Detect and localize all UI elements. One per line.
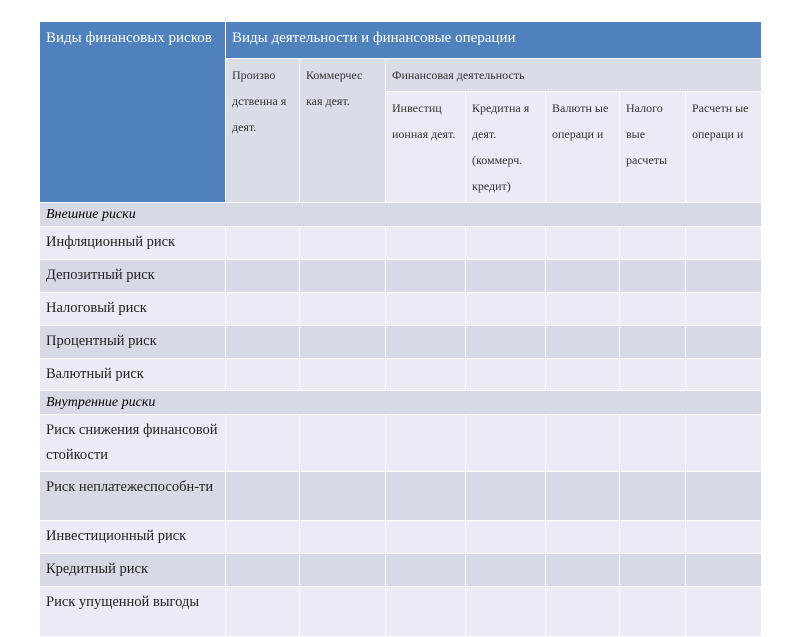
cell [546,293,620,326]
activities-header: Виды деятельности и финансовые операции [226,22,762,59]
group-internal: Внутренние риски [40,391,762,415]
cell [466,260,546,293]
row-label: Инвестиционный риск [40,521,226,554]
cell [386,587,466,637]
cell [386,521,466,554]
cell [686,227,762,260]
cell [620,554,686,587]
cell [226,227,300,260]
cell [466,326,546,359]
cell [686,293,762,326]
cell [300,260,386,293]
cell [226,359,300,391]
table-row [40,521,762,554]
table-row [40,415,762,472]
cell [546,415,620,472]
table-row [40,472,762,521]
cell [300,554,386,587]
group-row-internal [40,391,762,415]
row-label: Процентный риск [40,326,226,359]
cell [466,359,546,391]
cell [620,472,686,521]
cell [386,359,466,391]
cell [386,326,466,359]
cell [546,260,620,293]
cell [686,326,762,359]
cell [620,587,686,637]
commercial-header: Коммерчес кая деят. [300,59,386,203]
investment-header: Инвестиц ионная деят. [386,92,466,203]
row-label: Риск снижения финансовой стойкости [40,415,226,472]
cell [226,293,300,326]
row-label: Налоговый риск [40,293,226,326]
cell [686,554,762,587]
cell [620,326,686,359]
tax-header: Налого вые расчеты [620,92,686,203]
row-label: Кредитный риск [40,554,226,587]
cell [620,260,686,293]
cell [226,554,300,587]
cell [686,587,762,637]
cell [300,587,386,637]
cell [620,359,686,391]
cell [466,554,546,587]
cell [466,293,546,326]
cell [300,293,386,326]
cell [620,293,686,326]
header-row-1 [40,22,762,59]
cell [686,415,762,472]
risk-types-header: Виды финансовых рисков [40,22,226,203]
cell [386,472,466,521]
table-row [40,554,762,587]
table-row [40,326,762,359]
cell [300,359,386,391]
cell [300,227,386,260]
credit-header: Кредитна я деят. (коммерч. кредит) [466,92,546,203]
risk-matrix-table [39,21,762,637]
cell [686,472,762,521]
table-row [40,587,762,637]
row-label: Риск неплатежеспособн-ти [40,472,226,521]
row-label: Депозитный риск [40,260,226,293]
cell [466,472,546,521]
cell [466,587,546,637]
financial-header: Финансовая деятельность [386,59,762,92]
currency-header: Валютн ые операци и [546,92,620,203]
cell [300,415,386,472]
row-label: Инфляционный риск [40,227,226,260]
cell [546,326,620,359]
cell [686,521,762,554]
cell [386,554,466,587]
cell [226,472,300,521]
cell [620,521,686,554]
cell [546,587,620,637]
cell [226,521,300,554]
cell [300,472,386,521]
cell [620,415,686,472]
cell [226,326,300,359]
cell [300,521,386,554]
settlement-header: Расчетн ые операци и [686,92,762,203]
cell [466,227,546,260]
table-row [40,260,762,293]
production-header: Произво дственна я деят. [226,59,300,203]
cell [226,587,300,637]
cell [546,359,620,391]
cell [466,521,546,554]
cell [386,293,466,326]
cell [226,260,300,293]
row-label: Валютный риск [40,359,226,391]
cell [686,260,762,293]
row-label: Риск упущенной выгоды [40,587,226,637]
table-row [40,293,762,326]
cell [300,326,386,359]
cell [546,227,620,260]
table-row [40,227,762,260]
cell [686,359,762,391]
table-row [40,359,762,391]
cell [620,227,686,260]
cell [386,260,466,293]
cell [546,521,620,554]
cell [226,415,300,472]
group-external: Внешние риски [40,203,762,227]
cell [386,415,466,472]
cell [546,472,620,521]
cell [466,415,546,472]
group-row-external [40,203,762,227]
cell [386,227,466,260]
cell [546,554,620,587]
